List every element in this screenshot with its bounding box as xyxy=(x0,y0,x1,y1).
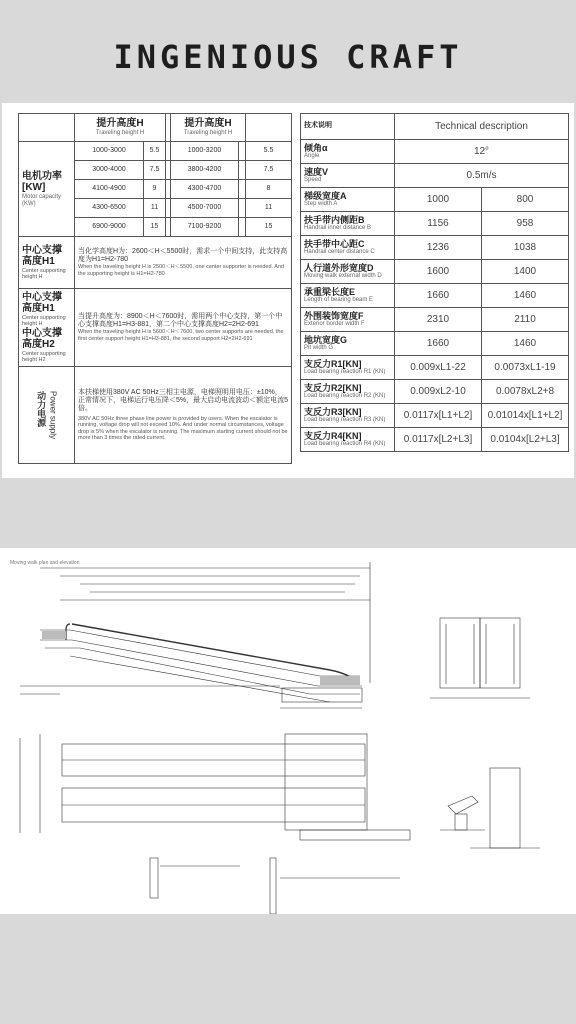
power-value: 11 xyxy=(246,199,292,218)
height-range: 1000-3200 xyxy=(171,142,239,161)
spec-value: 2310 xyxy=(395,308,482,332)
col-header-2: 提升高度H Traveling height H xyxy=(171,114,246,142)
height-range: 4100-4900 xyxy=(75,180,144,199)
center-support-h1-text: 当化学高度H为：2600＜H＜5500时，需求一个中间支持，此支持高度为H1=H2-780 When the traveling height H is 2500＜H＜5500, one center supporter is needed. And the supporting height is H1=H2-780 xyxy=(75,237,292,289)
center-support-h2-label: 中心支撑高度H1 Center supporting height H 中心支撑高度H2 Center supporting height H2 xyxy=(19,289,75,367)
power-value: 9 xyxy=(144,180,166,199)
power-value: 15 xyxy=(246,218,292,237)
height-range: 4300-4700 xyxy=(171,180,239,199)
escalator-technical-drawing xyxy=(0,548,576,914)
spec-value: 1460 xyxy=(482,284,569,308)
spec-value: 0.0078xL2+8 xyxy=(482,380,569,404)
spec-label: 承重梁长度E Length of bearing beam E xyxy=(301,284,395,308)
spec-value: 1156 xyxy=(395,212,482,236)
spec-value: 12° xyxy=(395,140,569,164)
center-support-h2-text: 当提升高度为：8900＜H＜7600时，需用两个中心支持，第一个中心支撑高度H1=H3-881，第二个中心支撑高度H2=2H2-691 When the traveling height H is 5600＜H＜7600, two center supports are needed, the first center support height H1=H3-881, the second support H2=2H2-691 xyxy=(75,289,292,367)
spec-value: 1600 xyxy=(395,260,482,284)
spec-label: 速度V Speed xyxy=(301,164,395,188)
power-value: 5.5 xyxy=(144,142,166,161)
height-range: 1000-3000 xyxy=(75,142,144,161)
spec-value: 1660 xyxy=(395,284,482,308)
spec-value: 0.0104x[L2+L3] xyxy=(482,428,569,452)
spec-value: 800 xyxy=(482,188,569,212)
spec-label: 人行道外形宽度D Moving walk external width D xyxy=(301,260,395,284)
tech-header-zh: 技术说明 xyxy=(301,114,395,140)
power-value: 8 xyxy=(246,180,292,199)
motor-spec-table xyxy=(18,113,292,464)
power-value: 11 xyxy=(144,199,166,218)
spec-value: 1236 xyxy=(395,236,482,260)
spec-value: 2110 xyxy=(482,308,569,332)
spec-value: 1660 xyxy=(395,332,482,356)
spec-label: 支反力R4[KN] Load bearing reaction R4 (KN) xyxy=(301,428,395,452)
power-supply-label: 动力电源 Power supply xyxy=(19,367,75,464)
spec-value: 0.009xL1-22 xyxy=(395,356,482,380)
center-support-h1-label: 中心支撑高度H1 Center supporting height H xyxy=(19,237,75,289)
spec-label: 扶手带中心距C Handrail center distance C xyxy=(301,236,395,260)
spec-value: 1038 xyxy=(482,236,569,260)
spec-value: 0.009xL2-10 xyxy=(395,380,482,404)
height-range: 4300-6500 xyxy=(75,199,144,218)
tech-header-en: Technical description xyxy=(395,114,569,140)
drawing-caption: Moving walk plan and elevation xyxy=(10,560,80,566)
col-header-1: 提升高度H Traveling height H xyxy=(75,114,166,142)
spec-label: 支反力R3[KN] Load bearing reaction R3 (KN) xyxy=(301,404,395,428)
power-value: 15 xyxy=(144,218,166,237)
height-range: 7100-9200 xyxy=(171,218,239,237)
power-value: 7.5 xyxy=(144,161,166,180)
spec-value: 0.01014x[L1+L2] xyxy=(482,404,569,428)
spec-label: 支反力R1[KN] Load bearing reaction R1 (KN) xyxy=(301,356,395,380)
page-title: INGENIOUS CRAFT xyxy=(113,38,463,76)
spec-value: 0.5m/s xyxy=(395,164,569,188)
power-value: 7.5 xyxy=(246,161,292,180)
corner-cell xyxy=(19,114,75,142)
spec-panel xyxy=(2,103,574,478)
spec-value: 958 xyxy=(482,212,569,236)
spec-label: 扶手带内侧距B Handrail inner distance B xyxy=(301,212,395,236)
height-range: 3000-4000 xyxy=(75,161,144,180)
spec-value: 1000 xyxy=(395,188,482,212)
power-value: 5.5 xyxy=(246,142,292,161)
spec-value: 1400 xyxy=(482,260,569,284)
height-range: 6900-9000 xyxy=(75,218,144,237)
power-supply-text: 本扶梯使用380V AC 50Hz三相主电源，电梯照明用电压：±10%，正常情况下，电梯运行电压降＜5%，最大启动电流波动＜额定电流5倍。 380V AC 50Hz three phase line power is provided by users. When the escalator is running, voltage drop will not exceed 10%. And under normal circumstances, voltage drop is 5% when the escalator is running. The maximum starting current should not be more than 3 times the rated current. xyxy=(75,367,292,464)
spec-value: 1460 xyxy=(482,332,569,356)
motor-label: 电机功率 [KW] Motor capacity (KW) xyxy=(19,142,75,237)
spec-label: 地坑宽度G Pit width G xyxy=(301,332,395,356)
spec-label: 支反力R2[KN] Load bearing reaction R2 (KN) xyxy=(301,380,395,404)
escalator-drawing-panel xyxy=(0,548,576,914)
spec-value: 0.0073xL1-19 xyxy=(482,356,569,380)
spec-label: 梯级宽度A Step width A xyxy=(301,188,395,212)
spec-value: 0.0117x[L1+L2] xyxy=(395,404,482,428)
height-range: 3800-4200 xyxy=(171,161,239,180)
spec-label: 倾角α Angle xyxy=(301,140,395,164)
spec-label: 外围装饰宽度F Exterior border width F xyxy=(301,308,395,332)
height-range: 4500-7000 xyxy=(171,199,239,218)
spec-value: 0.0117x[L2+L3] xyxy=(395,428,482,452)
technical-description-table xyxy=(300,113,569,452)
